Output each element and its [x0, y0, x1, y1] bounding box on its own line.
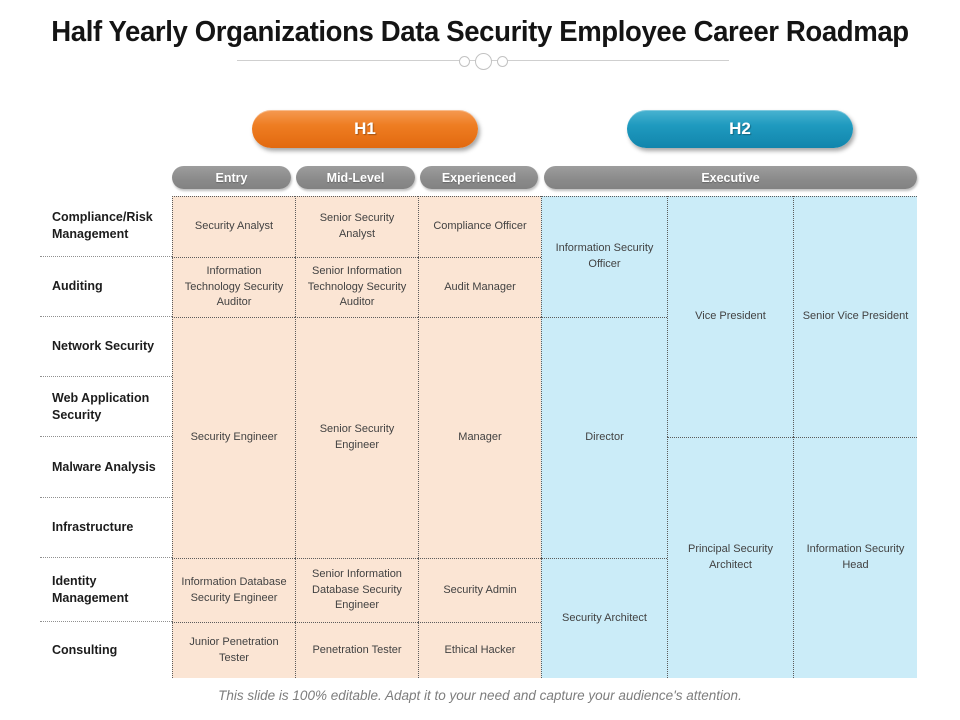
row-label-consulting: Consulting	[52, 642, 118, 657]
level-header-entry: Entry	[172, 166, 291, 189]
cell-exec3-information-security-head: Information Security Head	[793, 437, 917, 678]
cell-mid-network-to-infrastructure: Senior Security Engineer	[295, 317, 418, 558]
small-circle-icon	[497, 56, 508, 67]
cell-exp-compliance-risk: Compliance Officer	[418, 196, 541, 257]
cell-exec2-principal-security-architect: Principal Security Architect	[667, 437, 793, 678]
cell-entry-network-to-infrastructure: Security Engineer	[172, 317, 295, 558]
cell-exec3-senior-vice-president: Senior Vice President	[793, 196, 917, 437]
large-circle-icon	[475, 53, 492, 70]
row-label-infrastructure: Infrastructure	[40, 498, 172, 558]
level-header-executive: Executive	[544, 166, 917, 189]
h1-period-pill: H1	[252, 110, 478, 148]
row-label-compliance-risk: Compliance/Risk Management	[40, 196, 172, 257]
cell-entry-consulting: Junior Penetration Tester	[172, 622, 295, 678]
title-divider	[237, 53, 729, 69]
cell-entry-auditing: Information Technology Security Auditor	[172, 257, 295, 317]
cell-exec1-director: Director	[541, 317, 667, 558]
cell-mid-compliance-risk: Senior Security Analyst	[295, 196, 418, 257]
cell-exp-consulting: Ethical Hacker	[418, 622, 541, 678]
footer-note: This slide is 100% editable. Adapt it to your need and capture your audience's attention.	[218, 688, 742, 703]
career-roadmap-table	[40, 196, 917, 678]
level-header-mid-level: Mid-Level	[296, 166, 415, 189]
cell-exp-network-to-infrastructure: Manager	[418, 317, 541, 558]
cell-mid-consulting: Penetration Tester	[295, 622, 418, 678]
cell-exp-auditing: Audit Manager	[418, 257, 541, 317]
row-label-auditing: Auditing	[40, 257, 172, 317]
row-label-malware-analysis: Malware Analysis	[40, 437, 172, 498]
cell-mid-identity: Senior Information Database Security Engineer	[295, 558, 418, 622]
table-grid	[172, 196, 917, 678]
h2-period-pill: H2	[627, 110, 853, 148]
divider-circles-icon	[237, 53, 729, 69]
cell-exec2-vice-president: Vice President	[667, 196, 793, 437]
row-label-network-security: Network Security	[40, 317, 172, 377]
cell-entry-identity: Information Database Security Engineer	[172, 558, 295, 622]
level-header-experienced: Experienced	[420, 166, 538, 189]
cell-exp-identity: Security Admin	[418, 558, 541, 622]
cell-exec1-information-security-officer: Information Security Officer	[541, 196, 667, 317]
cell-exec1-security-architect: Security Architect	[541, 558, 667, 678]
row-label-identity-management: Identity Management	[40, 558, 172, 622]
small-circle-icon	[459, 56, 470, 67]
cell-entry-compliance-risk: Security Analyst	[172, 196, 295, 257]
cell-mid-auditing: Senior Information Technology Security Auditor	[295, 257, 418, 317]
row-label-web-application-security: Web Application Security	[40, 377, 172, 437]
page-title: Half Yearly Organizations Data Security Employee Career Roadmap	[51, 16, 909, 48]
